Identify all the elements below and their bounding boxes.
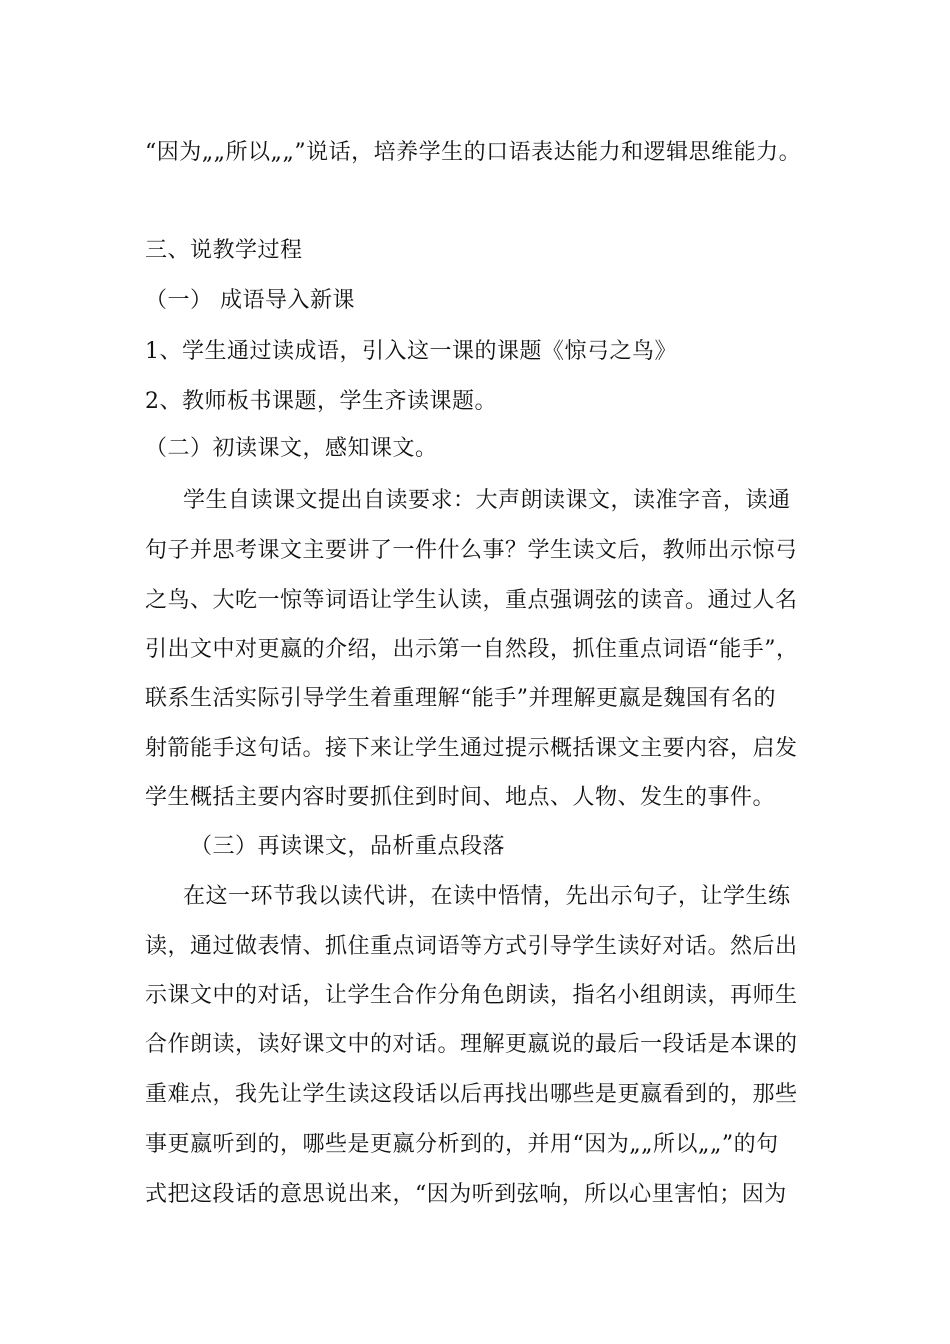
paragraph-line: 合作朗读，读好课文中的对话。理解更嬴说的最后一段话是本课的 [145, 1032, 798, 1057]
subsection-heading: （一） 成语导入新课 [145, 288, 355, 313]
list-item: 2、教师板书课题，学生齐读课题。 [145, 389, 497, 414]
paragraph-line: 联系生活实际引导学生着重理解“能手”并理解更嬴是魏国有名的 [145, 686, 776, 711]
paragraph-line: 学生概括主要内容时要抓住到时间、地点、人物、发生的事件。 [145, 785, 776, 810]
paragraph-line: 读，通过做表情、抓住重点词语等方式引导学生读好对话。然后出 [145, 934, 798, 959]
paragraph-line: 事更嬴听到的，哪些是更嬴分析到的，并用“因为„„所以„„”的句 [145, 1132, 779, 1157]
paragraph-line: 示课文中的对话，让学生合作分角色朗读，指名小组朗读，再师生 [145, 983, 798, 1008]
subsection-heading: （二）初读课文，感知课文。 [145, 436, 438, 461]
paragraph-line: 学生自读课文提出自读要求：大声朗读课文，读准字音，读通 [183, 488, 791, 513]
paragraph-line: “因为„„所以„„”说话，培养学生的口语表达能力和逻辑思维能力。 [145, 140, 802, 165]
subsection-heading: （三）再读课文，品析重点段落 [190, 834, 506, 859]
paragraph-line: 句子并思考课文主要讲了一件什么事？学生读文后，教师出示惊弓 [145, 538, 798, 563]
paragraph-line: 式把这段话的意思说出来，“因为听到弦响，所以心里害怕；因为 [145, 1182, 787, 1207]
paragraph-line: 射箭能手这句话。接下来让学生通过提示概括课文主要内容，启发 [145, 736, 798, 761]
paragraph-line: 引出文中对更嬴的介绍，出示第一自然段，抓住重点词语“能手”， [145, 637, 799, 662]
paragraph-line: 重难点，我先让学生读这段话以后再找出哪些是更嬴看到的，那些 [145, 1082, 798, 1107]
section-heading: 三、说教学过程 [145, 238, 303, 263]
list-item: 1、学生通过读成语，引入这一课的课题《惊弓之鸟》 [145, 339, 677, 364]
paragraph-line: 之鸟、大吃一惊等词语让学生认读，重点强调弦的读音。通过人名 [145, 588, 798, 613]
paragraph-line: 在这一环节我以读代讲，在读中悟情，先出示句子，让学生练 [183, 884, 791, 909]
